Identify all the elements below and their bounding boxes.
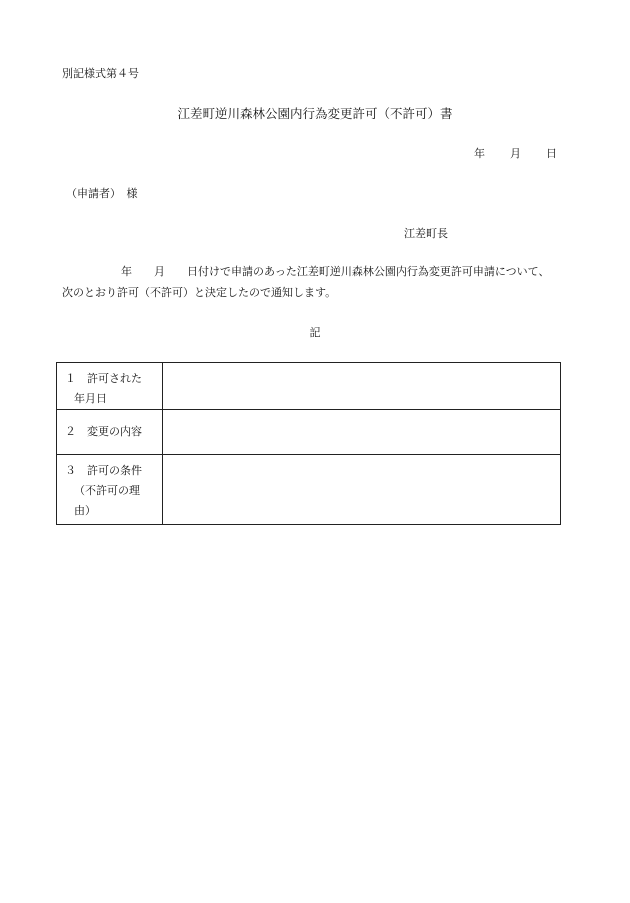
body-text-line-1: 年 月 日付けで申請のあった江差町逆川森林公園内行為変更許可申請について、 [121, 265, 550, 278]
body-text-line-2: 次のとおり許可（不許可）と決定したので通知します。 [62, 286, 337, 299]
document-title: 江差町逆川森林公園内行為変更許可（不許可）書 [177, 106, 453, 121]
row-label-change-content [57, 410, 163, 455]
row-label-line: ３ 許可の条件 [65, 464, 142, 477]
row-label-line: （不許可の理 [74, 484, 140, 497]
issuer-name: 江差町長 [404, 227, 448, 240]
form-number: 別記様式第４号 [62, 67, 139, 80]
row-value-permit-conditions[interactable] [163, 455, 561, 525]
row-label-permit-date [57, 363, 163, 410]
table-row [57, 410, 561, 455]
row-label-line: １ 許可された [65, 372, 142, 385]
row-label-line: 由） [74, 504, 96, 517]
row-label-line: ２ 変更の内容 [65, 425, 142, 438]
ki-heading: 記 [309, 326, 321, 339]
table-row [57, 363, 561, 410]
date-year-label: 年 [474, 147, 485, 160]
date-line [474, 148, 557, 159]
table-row [57, 455, 561, 525]
row-value-change-content[interactable] [163, 410, 561, 455]
applicant-line: （申請者） 様 [66, 187, 138, 200]
row-value-permit-date[interactable] [163, 363, 561, 410]
date-day-label: 日 [546, 147, 557, 160]
record-table [56, 362, 561, 525]
row-label-permit-conditions [57, 455, 163, 525]
row-label-line: 年月日 [74, 392, 107, 405]
date-month-label: 月 [510, 147, 521, 160]
